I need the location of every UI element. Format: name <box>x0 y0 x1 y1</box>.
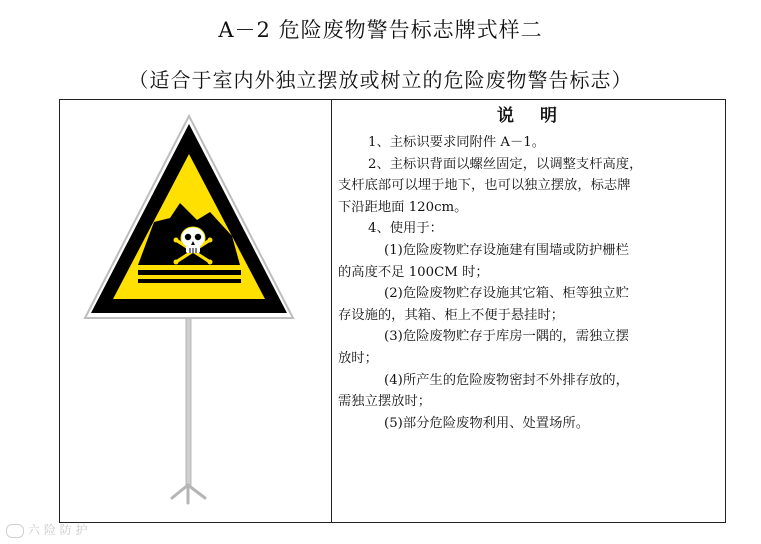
hazardous-waste-sign-icon <box>72 110 322 514</box>
note-line: 需独立摆放时； <box>338 394 432 410</box>
note-line: (2)危险废物贮存设施其它箱、柜等独立贮 <box>384 286 629 302</box>
page-subtitle: （适合于室内外独立摆放或树立的危险废物警告标志） <box>128 68 633 92</box>
sign-pole <box>186 310 191 485</box>
note-line: 放时； <box>338 350 378 366</box>
table-divider <box>331 99 332 523</box>
note-line: (3)危险废物贮存于库房一隅的，需独立摆 <box>384 329 629 345</box>
note-line: (5)部分危险废物利用、处置场所。 <box>384 415 589 431</box>
notes-heading: 说明 <box>497 106 583 126</box>
pole-base-icon <box>172 485 205 503</box>
ground-bar-top <box>138 270 241 275</box>
note-line: 存设施的，其箱、柜上不便于悬挂时； <box>338 307 565 323</box>
watermark-logo-icon <box>6 524 24 538</box>
note-line: 下沿距地面 120cm。 <box>338 199 468 215</box>
note-line: 支杆底部可以埋于地下，也可以独立摆放，标志牌 <box>338 178 631 194</box>
note-line: 4、使用于： <box>368 221 443 237</box>
page-title: A－2 危险废物警告标志牌式样二 <box>218 18 543 42</box>
watermark-text: 六 险 防 护 <box>28 523 88 537</box>
note-line: 1、主标识要求同附件 A－1。 <box>368 135 546 150</box>
notes-panel <box>338 104 720 434</box>
note-line: 2、主标识背面以螺丝固定，以调整支杆高度， <box>368 156 643 172</box>
note-line: (1)危险废物贮存设施建有围墙或防护栅栏 <box>384 242 629 258</box>
note-line: (4)所产生的危险废物密封不外排存放的， <box>384 372 629 388</box>
note-line: 的高度不足 100CM 时； <box>338 264 489 280</box>
watermark <box>6 521 87 538</box>
ground-bar-bottom <box>138 279 241 283</box>
